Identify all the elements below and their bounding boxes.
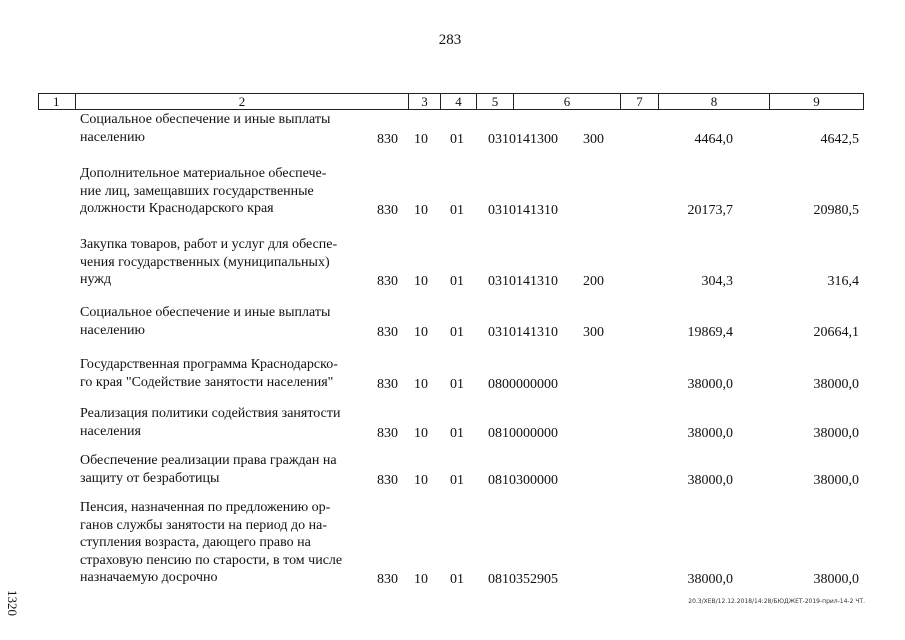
amount-column-9: 316,4	[827, 273, 859, 289]
column-header-8: 8	[659, 94, 770, 109]
admin-code: 830	[377, 425, 398, 441]
target-article-code: 0310141310	[488, 273, 558, 289]
table-row	[0, 452, 905, 489]
subsection-code: 01	[450, 376, 464, 392]
amount-column-8: 20173,7	[687, 202, 733, 218]
amount-column-8: 38000,0	[687, 376, 733, 392]
table-row	[0, 356, 905, 393]
admin-code: 830	[377, 273, 398, 289]
expense-type-code: 300	[583, 131, 604, 147]
section-code: 10	[414, 131, 428, 147]
row-description: Обеспечение реализации права граждан на защиту от безработицы	[80, 453, 337, 486]
amount-column-8: 19869,4	[687, 324, 733, 340]
admin-code: 830	[377, 131, 398, 147]
subsection-code: 01	[450, 324, 464, 340]
admin-code: 830	[377, 202, 398, 218]
column-header-1: 1	[39, 94, 76, 109]
row-description: Дополнительное материальное обеспече- ние лиц, замещавших государственные должности Краснодарского края	[80, 166, 327, 216]
column-header-6: 6	[514, 94, 621, 109]
amount-column-8: 304,3	[701, 273, 733, 289]
page-number: 283	[438, 32, 462, 48]
amount-column-8: 38000,0	[687, 425, 733, 441]
amount-column-9: 38000,0	[813, 425, 859, 441]
footer-document-code: 20.3/ХЕВ/12.12.2018/14:28/БЮДЖЕТ-2019-прил-14-2 ЧТ.	[688, 598, 865, 605]
section-code: 10	[414, 472, 428, 488]
amount-column-9: 38000,0	[813, 376, 859, 392]
amount-column-8: 38000,0	[687, 571, 733, 587]
table-row	[0, 165, 905, 219]
admin-code: 830	[377, 376, 398, 392]
admin-code: 830	[377, 571, 398, 587]
column-header-4: 4	[441, 94, 477, 109]
table-row	[0, 236, 905, 290]
column-header-9: 9	[813, 94, 820, 109]
section-code: 10	[414, 425, 428, 441]
section-code: 10	[414, 324, 428, 340]
target-article-code: 0310141310	[488, 202, 558, 218]
amount-column-9: 4642,5	[820, 131, 859, 147]
row-description: Социальное обеспечение и иные выплаты населению	[80, 112, 331, 145]
amount-column-9: 38000,0	[813, 571, 859, 587]
row-description: Государственная программа Краснодарско- го края "Содействие занятости населения"	[80, 357, 338, 390]
table-row	[0, 304, 905, 341]
section-code: 10	[414, 202, 428, 218]
side-stamp	[5, 590, 46, 616]
target-article-code: 0800000000	[488, 376, 558, 392]
row-description: Пенсия, назначенная по предложению ор- ганов службы занятости на период до на- ступления возраста, дающего право на страховую пенсию по старости, в том числе назначаемую досрочно	[80, 500, 343, 585]
table-row	[0, 405, 905, 442]
amount-column-8: 4464,0	[694, 131, 733, 147]
expense-type-code: 200	[583, 273, 604, 289]
amount-column-9: 20980,5	[813, 202, 859, 218]
side-stamp-text: 1320	[5, 590, 20, 616]
section-code: 10	[414, 571, 428, 587]
column-header-7: 7	[621, 94, 659, 109]
amount-column-8: 38000,0	[687, 472, 733, 488]
subsection-code: 01	[450, 202, 464, 218]
section-code: 10	[414, 376, 428, 392]
target-article-code: 0310141300	[488, 131, 558, 147]
row-description: Закупка товаров, работ и услуг для обеспе- чения государственных (муниципальных) нужд	[80, 237, 338, 287]
amount-column-9: 20664,1	[813, 324, 859, 340]
target-article-code: 0310141310	[488, 324, 558, 340]
subsection-code: 01	[450, 472, 464, 488]
column-header-3: 3	[409, 94, 441, 109]
subsection-code: 01	[450, 273, 464, 289]
table-row	[0, 111, 905, 148]
table-row	[0, 499, 905, 588]
column-header-5: 5	[477, 94, 514, 109]
subsection-code: 01	[450, 425, 464, 441]
section-code: 10	[414, 273, 428, 289]
subsection-code: 01	[450, 131, 464, 147]
column-header-2: 2	[76, 94, 409, 109]
target-article-code: 0810300000	[488, 472, 558, 488]
admin-code: 830	[377, 324, 398, 340]
admin-code: 830	[377, 472, 398, 488]
expense-type-code: 300	[583, 324, 604, 340]
row-description: Реализация политики содействия занятости населения	[80, 406, 341, 439]
row-description: Социальное обеспечение и иные выплаты населению	[80, 305, 331, 338]
amount-column-9: 38000,0	[813, 472, 859, 488]
target-article-code: 0810000000	[488, 425, 558, 441]
target-article-code: 0810352905	[488, 571, 558, 587]
subsection-code: 01	[450, 571, 464, 587]
table-header-row	[38, 93, 864, 110]
